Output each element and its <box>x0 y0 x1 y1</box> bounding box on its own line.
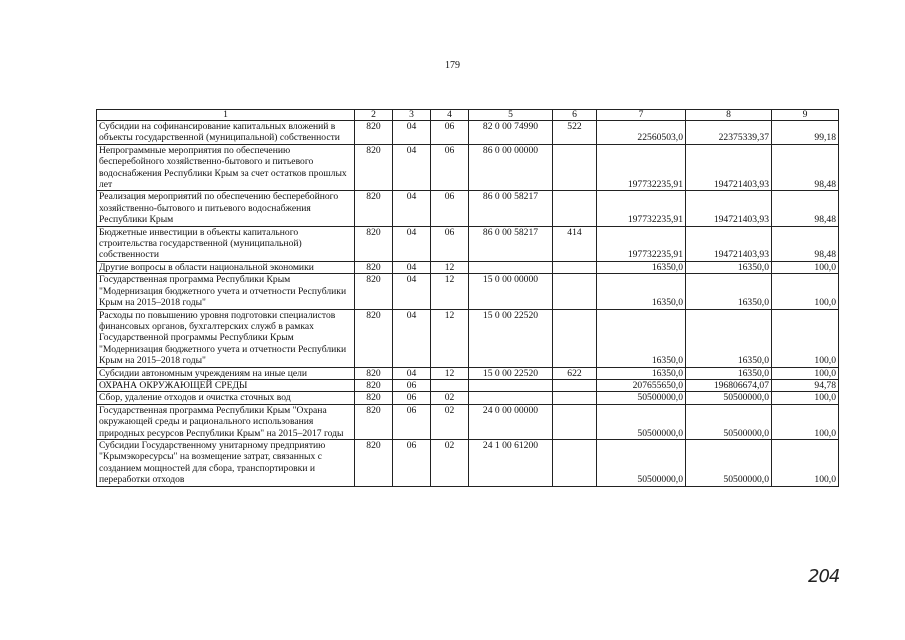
section-code-cell: 06 <box>393 379 431 391</box>
section-code-cell: 04 <box>393 261 431 273</box>
header-cell: 4 <box>431 110 469 121</box>
expense-type-cell: 414 <box>553 226 597 261</box>
handwritten-page-number: 204 <box>808 566 840 587</box>
table-row <box>97 274 839 309</box>
planned-amount-cell: 197732235,91 <box>597 226 686 261</box>
section-code-cell: 04 <box>393 121 431 145</box>
execution-percent-cell: 100,0 <box>772 274 839 309</box>
header-cell: 5 <box>469 110 553 121</box>
executed-amount-cell: 16350,0 <box>686 309 772 367</box>
subsection-code-cell: 06 <box>431 191 469 226</box>
expense-type-cell <box>553 439 597 486</box>
execution-percent-cell: 100,0 <box>772 439 839 486</box>
execution-percent-cell: 100,0 <box>772 392 839 404</box>
header-cell: 8 <box>686 110 772 121</box>
expense-type-cell: 622 <box>553 367 597 379</box>
section-code-cell: 04 <box>393 144 431 191</box>
planned-amount-cell: 16350,0 <box>597 261 686 273</box>
row-name-cell: Реализация мероприятий по обеспечению бесперебойного хозяйственно-бытового и питьевого водоснабжения Республики Крым <box>97 191 355 226</box>
section-code-cell: 06 <box>393 439 431 486</box>
section-code-cell: 06 <box>393 392 431 404</box>
target-article-cell <box>469 379 553 391</box>
subsection-code-cell: 06 <box>431 121 469 145</box>
target-article-cell <box>469 261 553 273</box>
table-row <box>97 309 839 367</box>
header-cell: 3 <box>393 110 431 121</box>
row-name-cell: Сбор, удаление отходов и очистка сточных вод <box>97 392 355 404</box>
header-cell: 9 <box>772 110 839 121</box>
executed-amount-cell: 194721403,93 <box>686 191 772 226</box>
subsection-code-cell: 06 <box>431 144 469 191</box>
section-code-cell: 04 <box>393 226 431 261</box>
subsection-code-cell: 06 <box>431 226 469 261</box>
expense-type-cell <box>553 261 597 273</box>
row-name-cell: Субсидии на софинансирование капитальных вложений в объекты государственной (муниципальной) собственности <box>97 121 355 145</box>
table-row <box>97 261 839 273</box>
executed-amount-cell: 50500000,0 <box>686 439 772 486</box>
executed-amount-cell: 50500000,0 <box>686 392 772 404</box>
executed-amount-cell: 22375339,37 <box>686 121 772 145</box>
section-code-cell: 04 <box>393 191 431 226</box>
target-article-cell <box>469 392 553 404</box>
row-name-cell: Государственная программа Республики Крым "Модернизация бюджетного учета и отчетности Республики Крым на 2015–2018 годы" <box>97 274 355 309</box>
header-cell: 1 <box>97 110 355 121</box>
table-row <box>97 191 839 226</box>
table-row <box>97 226 839 261</box>
planned-amount-cell: 16350,0 <box>597 367 686 379</box>
target-article-cell: 24 0 00 00000 <box>469 404 553 439</box>
expense-type-cell: 522 <box>553 121 597 145</box>
target-article-cell: 15 0 00 22520 <box>469 309 553 367</box>
row-name-cell: Непрограммные мероприятия по обеспечению бесперебойного хозяйственно-бытового и питьевого водоснабжения Республики Крым за счет остатков прошлых лет <box>97 144 355 191</box>
admin-code-cell: 820 <box>355 367 393 379</box>
executed-amount-cell: 196806674,07 <box>686 379 772 391</box>
header-cell: 6 <box>553 110 597 121</box>
admin-code-cell: 820 <box>355 404 393 439</box>
table-row <box>97 404 839 439</box>
table-row <box>97 439 839 486</box>
admin-code-cell: 820 <box>355 274 393 309</box>
execution-percent-cell: 98,48 <box>772 144 839 191</box>
admin-code-cell: 820 <box>355 309 393 367</box>
section-code-cell: 04 <box>393 367 431 379</box>
subsection-code-cell: 12 <box>431 367 469 379</box>
target-article-cell: 15 0 00 22520 <box>469 367 553 379</box>
target-article-cell: 86 0 00 00000 <box>469 144 553 191</box>
section-code-cell: 04 <box>393 309 431 367</box>
header-cell: 2 <box>355 110 393 121</box>
expense-type-cell <box>553 144 597 191</box>
admin-code-cell: 820 <box>355 226 393 261</box>
target-article-cell: 82 0 00 74990 <box>469 121 553 145</box>
admin-code-cell: 820 <box>355 439 393 486</box>
planned-amount-cell: 50500000,0 <box>597 404 686 439</box>
execution-percent-cell: 98,48 <box>772 191 839 226</box>
subsection-code-cell: 12 <box>431 309 469 367</box>
admin-code-cell: 820 <box>355 121 393 145</box>
target-article-cell: 86 0 00 58217 <box>469 226 553 261</box>
executed-amount-cell: 16350,0 <box>686 261 772 273</box>
budget-table <box>96 109 839 487</box>
planned-amount-cell: 16350,0 <box>597 309 686 367</box>
row-name-cell: ОХРАНА ОКРУЖАЮЩЕЙ СРЕДЫ <box>97 379 355 391</box>
execution-percent-cell: 100,0 <box>772 309 839 367</box>
target-article-cell: 24 1 00 61200 <box>469 439 553 486</box>
subsection-code-cell: 12 <box>431 261 469 273</box>
admin-code-cell: 820 <box>355 392 393 404</box>
planned-amount-cell: 22560503,0 <box>597 121 686 145</box>
expense-type-cell <box>553 191 597 226</box>
planned-amount-cell: 207655650,0 <box>597 379 686 391</box>
table-row <box>97 379 839 391</box>
execution-percent-cell: 100,0 <box>772 261 839 273</box>
executed-amount-cell: 50500000,0 <box>686 404 772 439</box>
executed-amount-cell: 194721403,93 <box>686 226 772 261</box>
execution-percent-cell: 94,78 <box>772 379 839 391</box>
subsection-code-cell <box>431 379 469 391</box>
planned-amount-cell: 197732235,91 <box>597 191 686 226</box>
admin-code-cell: 820 <box>355 261 393 273</box>
planned-amount-cell: 16350,0 <box>597 274 686 309</box>
row-name-cell: Другие вопросы в области национальной экономики <box>97 261 355 273</box>
admin-code-cell: 820 <box>355 191 393 226</box>
table-body <box>97 121 839 487</box>
table-row <box>97 144 839 191</box>
subsection-code-cell: 02 <box>431 392 469 404</box>
section-code-cell: 04 <box>393 274 431 309</box>
table-row <box>97 392 839 404</box>
page-number: 179 <box>445 60 460 71</box>
executed-amount-cell: 16350,0 <box>686 274 772 309</box>
expense-type-cell <box>553 404 597 439</box>
expense-type-cell <box>553 379 597 391</box>
target-article-cell: 86 0 00 58217 <box>469 191 553 226</box>
execution-percent-cell: 98,48 <box>772 226 839 261</box>
subsection-code-cell: 12 <box>431 274 469 309</box>
table-header-row <box>97 110 839 121</box>
table-row <box>97 121 839 145</box>
execution-percent-cell: 100,0 <box>772 404 839 439</box>
execution-percent-cell: 99,18 <box>772 121 839 145</box>
expense-type-cell <box>553 309 597 367</box>
planned-amount-cell: 50500000,0 <box>597 392 686 404</box>
execution-percent-cell: 100,0 <box>772 367 839 379</box>
target-article-cell: 15 0 00 00000 <box>469 274 553 309</box>
planned-amount-cell: 50500000,0 <box>597 439 686 486</box>
expense-type-cell <box>553 274 597 309</box>
executed-amount-cell: 16350,0 <box>686 367 772 379</box>
row-name-cell: Субсидии автономным учреждениям на иные цели <box>97 367 355 379</box>
row-name-cell: Расходы по повышению уровня подготовки специалистов финансовых органов, бухгалтерских служб в рамках Государственной программы Республики Крым "Модернизация бюджетного учета и отчетности Республики Крым на 2015–2018 годы" <box>97 309 355 367</box>
table-row <box>97 367 839 379</box>
admin-code-cell: 820 <box>355 379 393 391</box>
header-cell: 7 <box>597 110 686 121</box>
executed-amount-cell: 194721403,93 <box>686 144 772 191</box>
planned-amount-cell: 197732235,91 <box>597 144 686 191</box>
subsection-code-cell: 02 <box>431 404 469 439</box>
expense-type-cell <box>553 392 597 404</box>
admin-code-cell: 820 <box>355 144 393 191</box>
row-name-cell: Бюджетные инвестиции в объекты капитального строительства государственной (муниципальной) собственности <box>97 226 355 261</box>
row-name-cell: Субсидии Государственному унитарному предприятию "Крымэкоресурсы" на возмещение затрат, связанных с созданием мощностей для сбора, транспортировки и переработки отходов <box>97 439 355 486</box>
row-name-cell: Государственная программа Республики Крым "Охрана окружающей среды и рационального использования природных ресурсов Республики Крым" на 2015–2017 годы <box>97 404 355 439</box>
section-code-cell: 06 <box>393 404 431 439</box>
subsection-code-cell: 02 <box>431 439 469 486</box>
